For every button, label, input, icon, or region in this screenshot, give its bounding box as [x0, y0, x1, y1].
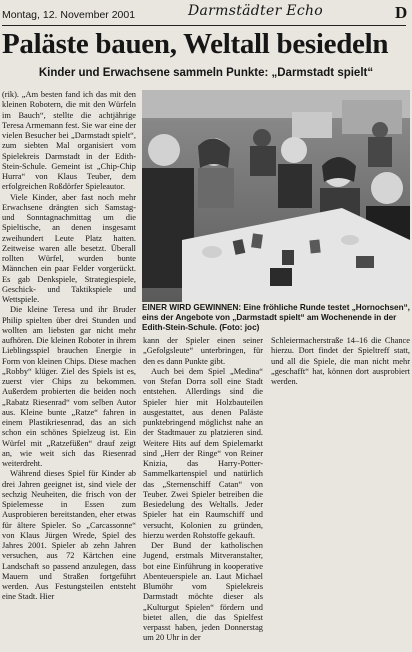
- paragraph: Der Bund der katholischen Jugend, erstmals Mitveranstalter, bot eine Einführung in kooperative Abenteuerspiele an. Laut Michael Blumöhr vom Spielekreis Darmstadt möchte dieser als „Kulturgut Spielen“ fördern und bietet allen, die das Spielfest verpasst haben, jeden Donnerstag um 20 Uhr in der: [143, 541, 263, 643]
- newspaper-name: Darmstädter Echo: [188, 3, 324, 19]
- article-column-1: [2, 90, 136, 648]
- section-letter: D: [395, 3, 408, 22]
- paragraph: Viele Kinder, aber fast noch mehr Erwachsene drängten sich Samstag- und Sonntagnachmittag um die Spieltische, an denen insgesamt zweihundert Leute Platz hatten. Zeitweise waren alle besetzt. Überall rollten Würfel, wurden bunte Männchen ein paar Felder vorgerückt. Es gab Denkspiele, Strategiespiele, Geschick- und Taktikspiele und Wettspiele.: [2, 192, 136, 304]
- issue-date: Montag, 12. November 2001: [2, 9, 136, 21]
- paragraph: kann der Spieler einen seiner „Gefolgsleute“ unterbringen, für den es dann Punkte gibt.: [143, 336, 263, 366]
- paragraph: Während dieses Spiel für Kinder ab drei Jahren geeignet ist, sind viele der sechzig Neuheiten, die frisch von der Spielemesse in Essen zum Ausprobieren bereitstanden, eher etwas für ältere Spieler. So „Carcassonne“ von Klaus Jürgen Wrede, Spiel des Jahres 2001. Spieler ab zehn Jahren versuchen, aus 72 Kärtchen eine Landschaft so passend anzulegen, dass Mauern und Straßen fortgeführt werden. Aus Festungsteilen entsteht eine Stadt. Hier: [2, 469, 136, 602]
- paragraph: Schleiermacherstraße 14–16 die Chance hierzu. Dort findet der Spieltreff statt, und all die Spiele, die man nicht mehr „geschafft“ hat, können dort ausprobiert werden.: [271, 336, 410, 386]
- article-subhead: Kinder und Erwachsene sammeln Punkte: „Darmstadt spielt“: [38, 67, 374, 79]
- photo-people-playing-boardgame: [142, 90, 410, 302]
- article-column-2: [143, 336, 263, 648]
- masthead: [2, 3, 406, 26]
- article-column-3: [271, 336, 410, 431]
- paragraph: (rik). „Am besten fand ich das mit den kleinen Robotern, die mit den Würfeln im Bauch“, stellte die achtjährige Teresa Armemann fest. Sie war eine der vielen Besucher bei „Darmstadt spielt“, zum siebten Mal organisiert vom Spielekreis Darmstadt in der Edith-Stein-Schule. Gemeint ist „Chip-Chip Hurra“ von Klaus Teuber, dem erfolgreichen Roßdörfer Spieleautor.: [2, 90, 136, 192]
- paragraph: Auch bei dem Spiel „Medina“ von Stefan Dorra soll eine Stadt entstehen. Allerdings sind die Spieler hier mit Holzbauteilen ausgestattet, aus denen Paläste punktebringend möglichst nahe an der Stadtmauer zu platzieren sind. Weitere Hits auf dem Spielemarkt sind „Herr der Ringe“ von Reiner Knizia, das Harry-Potter-Sammelkartenspiel und natürlich das „Sternenschiff Catan“ von Teuber. Zwei Spieler betreiben die Besiedelung des Weltalls. Jeder Spieler hat ein Raumschiff und versucht, Kolonien zu gründen, hierzu werden Rohstoffe gekauft.: [143, 366, 263, 540]
- article-photo: [142, 90, 410, 302]
- article-headline: Paläste bauen, Weltall besiedeln: [2, 28, 389, 60]
- paragraph: Die kleine Teresa und ihr Bruder Philip spielten über drei Stunden und wollten am liebsten gar nicht mehr aufhören. Die kleinen Roboter in ihrem Lieblingsspiel brauchen Energie in Form von kleinen Chips. Diese machen „Robby“ klüger. Ziel des Spiels ist es, zuerst vier Chips zu bekommen. Außerdem probierten die beiden noch „Rabatz Riesenrad“ vom selben Autor aus. Kleine bunte „Ratze“ fahren in einem Plastikriesenrad, das an sich schon ein schönes Spielzeug ist. Ein Würfel mit „Ratzefüßen“ drauf zeigt an, wie weit sich das Riesenrad weiterdreht.: [2, 305, 136, 468]
- photo-caption: EINER WIRD GEWINNEN: Eine fröhliche Runde testet „Hornochsen“, eins der Angebote von „Darmstadt spielt“ am Wochenende in der Edith-Stein-Schule. (Foto: joc): [142, 303, 410, 332]
